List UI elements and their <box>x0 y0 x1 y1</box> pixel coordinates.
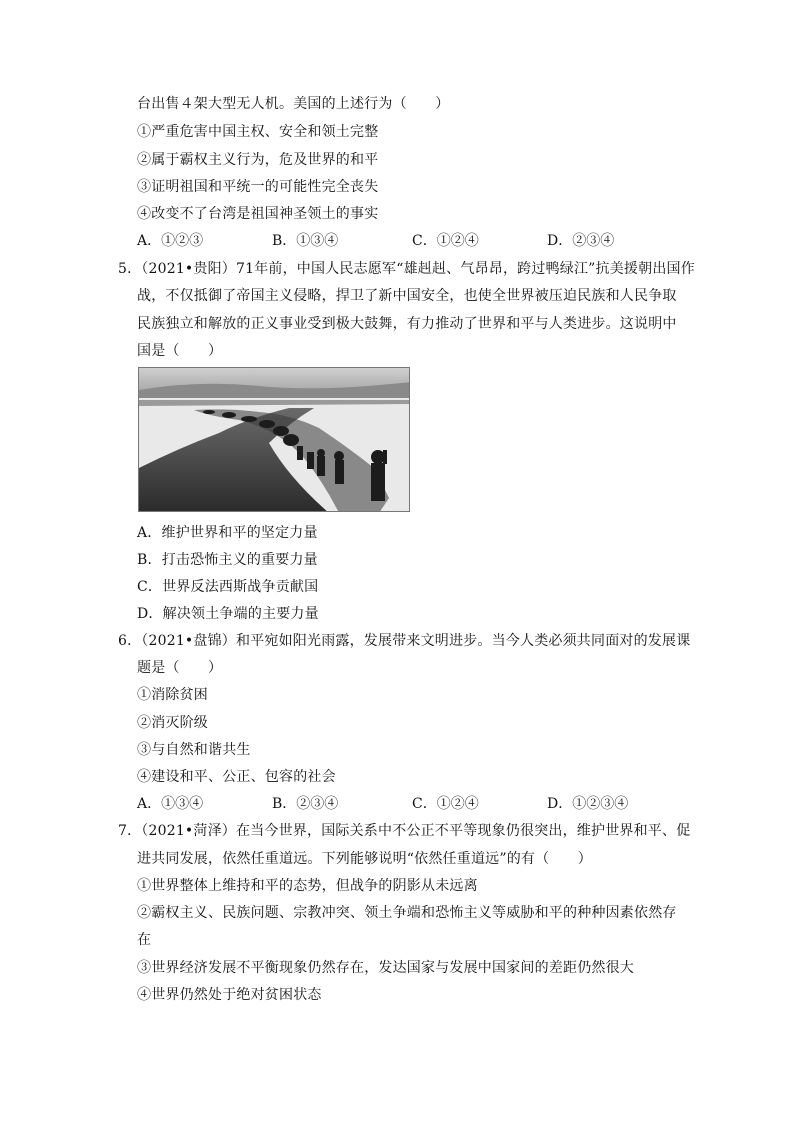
q5-stem-line-1: 5．（2021•贵阳）71年前，中国人民志愿军“雄赳赳、气昂昂，跨过鸭绿江”抗美援朝出国作 <box>118 261 695 277</box>
q5-option-d[interactable]: D．解决领土争端的主要力量 <box>137 606 319 622</box>
q7-stem-line-1: 7．（2021•菏泽）在当今世界，国际关系中不公正不平等现象仍很突出，维护世界和平、促 <box>118 823 691 839</box>
q4-option-b[interactable]: B．①③④ <box>272 233 339 249</box>
q4-item-3: ③证明祖国和平统一的可能性完全丧失 <box>137 179 379 195</box>
q4-option-a[interactable]: A．①②③ <box>137 233 204 249</box>
q6-stem-line-1: 6．（2021•盘锦）和平宛如阳光雨露，发展带来文明进步。当今人类必须共同面对的发展课 <box>118 633 691 649</box>
q6-item-2: ②消灭阶级 <box>137 715 208 731</box>
q6-option-d[interactable]: D．①②③④ <box>547 796 629 812</box>
q6-option-c[interactable]: C．①②④ <box>412 796 479 812</box>
q5-option-a[interactable]: A．维护世界和平的坚定力量 <box>137 525 318 541</box>
q5-option-b[interactable]: B．打击恐怖主义的重要力量 <box>137 552 318 568</box>
river-crossing-image <box>139 368 410 512</box>
q5-option-c[interactable]: C．世界反法西斯战争贡献国 <box>137 579 319 595</box>
q7-item-3: ③世界经济发展不平衡现象仍然存在，发达国家与发展中国家间的差距仍然很大 <box>137 960 634 976</box>
q6-option-a[interactable]: A．①③④ <box>137 796 204 812</box>
q4-option-d[interactable]: D．②③④ <box>547 233 615 249</box>
q6-item-1: ①消除贫困 <box>137 687 208 703</box>
q4-stem-tail: 台出售４架大型无人机。美国的上述行为（ ） <box>137 96 450 112</box>
q6-stem-line-2: 题是（ ） <box>137 660 223 676</box>
q5-stem-line-2: 战，不仅抵御了帝国主义侵略，捍卫了新中国安全，也使全世界被压迫民族和人民争取 <box>137 288 677 304</box>
q7-item-2-cont: 在 <box>137 932 152 948</box>
q6-option-b[interactable]: B．②③④ <box>272 796 339 812</box>
q4-item-1: ①严重危害中国主权、安全和领土完整 <box>137 124 379 140</box>
q4-item-2: ②属于霸权主义行为，危及世界的和平 <box>137 152 379 168</box>
q5-stem-line-4: 国是（ ） <box>137 343 223 359</box>
q7-item-1: ①世界整体上维持和平的态势，但战争的阴影从未远离 <box>137 878 478 894</box>
volunteer-army-photo <box>138 367 410 512</box>
q4-item-4: ④改变不了台湾是祖国神圣领土的事实 <box>137 206 379 222</box>
q6-item-3: ③与自然和谐共生 <box>137 742 251 758</box>
q7-item-4: ④世界仍然处于绝对贫困状态 <box>137 987 322 1003</box>
q5-stem-line-3: 民族独立和解放的正义事业受到极大鼓舞，有力推动了世界和平与人类进步。这说明中 <box>137 316 677 332</box>
q6-item-4: ④建设和平、公正、包容的社会 <box>137 769 336 785</box>
q7-stem-line-2: 进共同发展，依然任重道远。下列能够说明“依然任重道远”的有（ ） <box>137 851 592 867</box>
q4-option-c[interactable]: C．①②④ <box>412 233 479 249</box>
q7-item-2: ②霸权主义、民族问题、宗教冲突、领土争端和恐怖主义等威胁和平的种种因素依然存 <box>137 905 677 921</box>
